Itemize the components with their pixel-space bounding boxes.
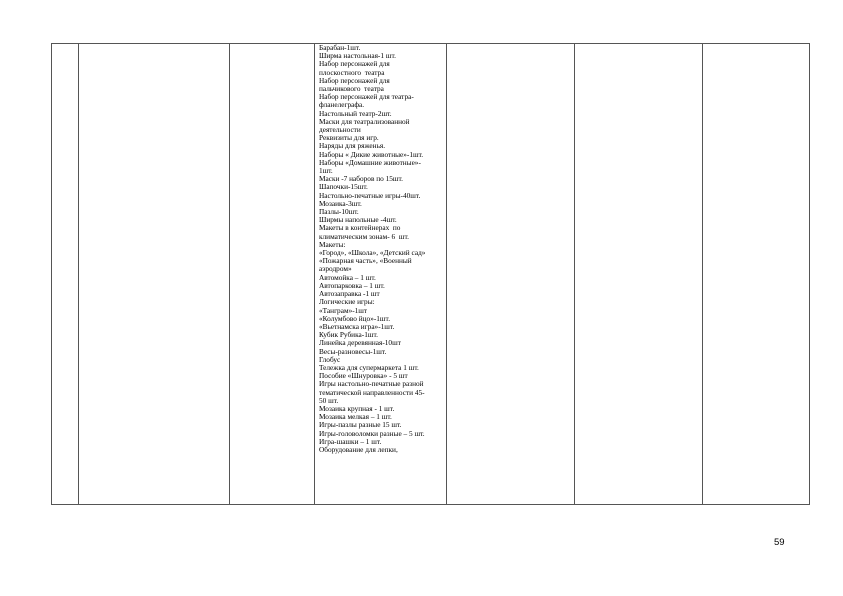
equipment-list	[315, 44, 446, 454]
list-item: Макеты:	[319, 239, 346, 249]
list-item: Автопарковка – 1 шт.	[319, 280, 385, 290]
list-item: Весы-разновесы-1шт.	[319, 346, 387, 356]
list-item: Оборудование для лепки,	[319, 444, 398, 454]
list-item: «Танграм»-1шт	[319, 305, 368, 315]
table-cell-4	[447, 44, 575, 505]
list-item: Автозаправка -1 шт	[319, 289, 380, 299]
list-item: Макеты в контейнерах по климатическим зонам- 6 шт.	[319, 223, 409, 241]
page-number: 59	[774, 537, 785, 548]
table-cell-equipment	[315, 44, 447, 505]
list-item: Пазлы-10шт.	[319, 207, 359, 217]
list-item: Мозаика мелкая – 1 шт.	[319, 412, 392, 422]
list-item: Набор персонажей для пальчикового театра	[319, 75, 390, 94]
list-item: Ширма настольная-1 шт.	[319, 51, 396, 61]
table-row	[52, 44, 810, 505]
list-item: Настольно-печатные игры-40шт.	[319, 190, 421, 200]
table-cell-6	[703, 44, 810, 505]
list-item: Игры настольно-печатные разной тематической направленности 45- 50 шт.	[319, 379, 425, 405]
list-item: Наряды для ряженья.	[319, 141, 386, 151]
equipment-table	[51, 43, 810, 505]
list-item: Игра-шашки – 1 шт.	[319, 436, 382, 446]
list-item: Игры-пазлы разные 15 шт.	[319, 420, 402, 430]
list-item: Логические игры:	[319, 297, 375, 307]
list-item: Тележка для супермаркета 1 шт.	[319, 362, 419, 372]
list-item: «Город», «Школа», «Детский сад»	[319, 248, 426, 258]
list-item: «Вьетнамска игра»-1шт.	[319, 321, 395, 331]
table-cell-1	[79, 44, 230, 505]
list-item: Автомойка – 1 шт.	[319, 272, 376, 282]
list-item: Мозаика-3шт.	[319, 198, 362, 208]
list-item: Наборы «Домашние животные»- 1шт.	[319, 157, 421, 176]
list-item: Кубик Рубика-1шт.	[319, 330, 378, 340]
list-item: Барабан-1шт.	[319, 43, 361, 52]
list-item: Глобус	[319, 354, 341, 364]
list-item: Мозаика крупная - 1 шт.	[319, 403, 395, 413]
list-item: Набор персонажей для плоскостного театра	[319, 59, 390, 77]
list-item: Шапочки-15шт.	[319, 182, 368, 192]
list-item: Настольный театр-2шт.	[319, 108, 392, 118]
list-item: Маски -7 наборов по 15шт.	[319, 174, 403, 184]
list-item: «Колумбово йцо»-1шт.	[319, 313, 391, 323]
list-item: Реквизиты для игр.	[319, 133, 379, 143]
list-item: Набор персонажей для театра- фланелеграфа.	[319, 92, 414, 110]
list-item: «Пожарная часть», «Военный аэродром»	[319, 256, 412, 274]
list-item: Ширмы напольные -4шт.	[319, 215, 397, 225]
list-item: Линейка деревянная-10шт	[319, 338, 401, 348]
list-item: Маски для театрализованной деятельности	[319, 116, 410, 135]
table-cell-5	[575, 44, 703, 505]
table-cell-number	[52, 44, 79, 505]
list-item: Наборы « Дикие животные»-1шт.	[319, 149, 424, 159]
list-item: Пособие «Шнуровка» - 5 шт	[319, 371, 408, 381]
list-item: Игры-головоломки разные – 5 шт.	[319, 428, 425, 438]
table-cell-2	[230, 44, 315, 505]
